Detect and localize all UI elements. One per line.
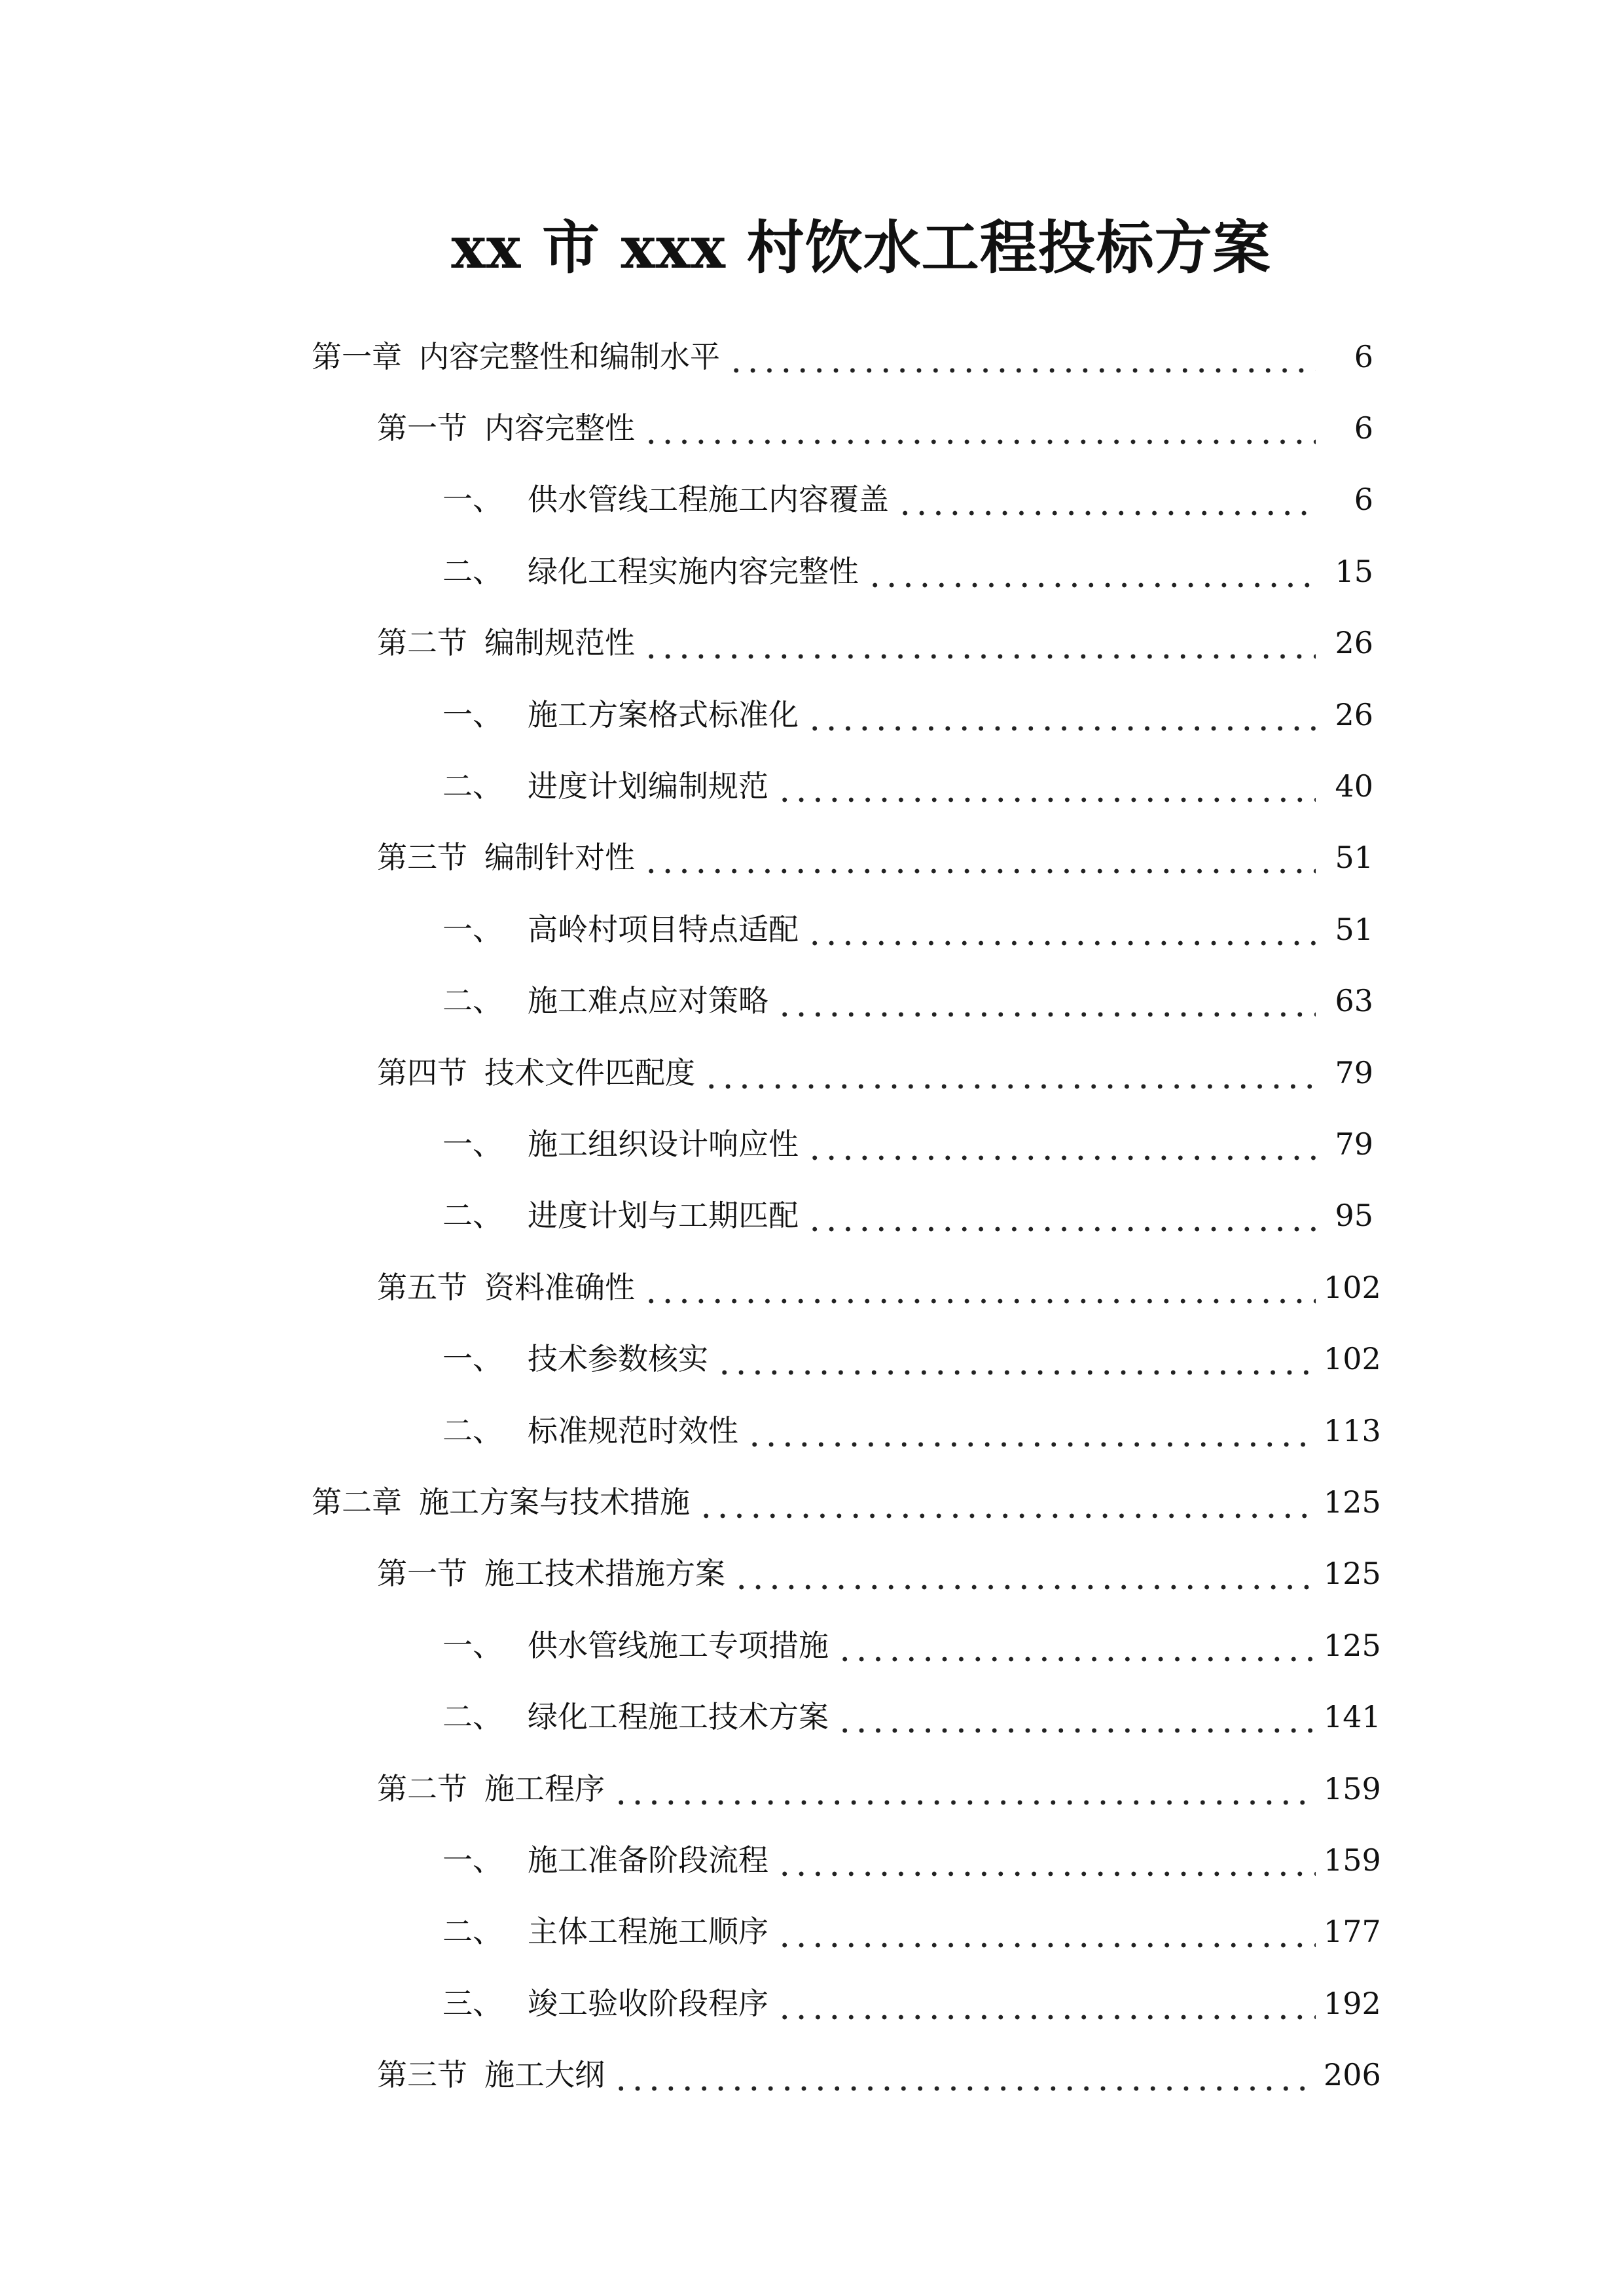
toc-entry-page: 63 <box>1335 983 1373 1019</box>
toc-entry-number: 一、 <box>442 911 503 947</box>
toc-entry-17[interactable] <box>0 1466 1624 1537</box>
toc-entry-13[interactable] <box>0 1180 1624 1251</box>
toc-dot-leader <box>806 1196 1316 1235</box>
toc-entry-title: 施工方案格式标准化 <box>528 696 799 732</box>
toc-entry-6[interactable] <box>0 679 1624 750</box>
toc-entry-9[interactable] <box>0 893 1624 965</box>
toc-entry-page: 26 <box>1335 696 1373 732</box>
toc-entry-title: 内容完整性和编制水平 <box>419 338 720 374</box>
toc-dot-leader <box>867 552 1316 591</box>
toc-entry-page: 159 <box>1324 1770 1381 1806</box>
toc-dot-leader <box>643 1268 1316 1307</box>
toc-entry-title: 内容完整性 <box>484 410 635 446</box>
toc-entry-number: 二、 <box>442 1412 503 1448</box>
toc-entry-title: 施工准备阶段流程 <box>528 1842 768 1878</box>
toc-entry-number: 二、 <box>442 1914 503 1950</box>
toc-entry-page: 125 <box>1324 1627 1381 1663</box>
toc-dot-leader <box>716 1339 1316 1378</box>
table-of-contents <box>0 321 1624 2111</box>
toc-entry-title: 编制规范性 <box>484 625 635 661</box>
toc-entry-number: 第二节 <box>377 1770 467 1806</box>
toc-dot-leader <box>703 1053 1316 1092</box>
toc-entry-title: 施工方案与技术措施 <box>419 1484 690 1520</box>
toc-entry-page: 40 <box>1335 768 1373 804</box>
toc-entry-page: 125 <box>1324 1556 1381 1592</box>
toc-entry-number: 三、 <box>442 1985 503 2021</box>
toc-entry-title: 供水管线施工专项措施 <box>528 1627 829 1663</box>
toc-dot-leader <box>643 838 1316 877</box>
toc-entry-number: 第一章 <box>312 338 402 374</box>
toc-dot-leader <box>698 1482 1316 1522</box>
toc-entry-title: 标准规范时效性 <box>528 1412 738 1448</box>
toc-entry-18[interactable] <box>0 1538 1624 1609</box>
toc-dot-leader <box>776 1984 1316 2023</box>
toc-entry-11[interactable] <box>0 1037 1624 1108</box>
toc-entry-number: 第二节 <box>377 625 467 661</box>
toc-entry-number: 二、 <box>442 553 503 589</box>
toc-entry-number: 一、 <box>442 482 503 518</box>
toc-dot-leader <box>806 1124 1316 1164</box>
toc-entry-number: 第五节 <box>377 1269 467 1305</box>
toc-entry-page: 51 <box>1335 911 1373 947</box>
toc-entry-page: 102 <box>1324 1269 1381 1305</box>
toc-entry-number: 二、 <box>442 1198 503 1234</box>
toc-entry-8[interactable] <box>0 822 1624 893</box>
toc-dot-leader <box>746 1411 1316 1450</box>
toc-entry-5[interactable] <box>0 607 1624 679</box>
toc-entry-title: 资料准确性 <box>484 1269 635 1305</box>
toc-entry-page: 26 <box>1335 625 1373 661</box>
toc-entry-number: 第三节 <box>377 840 467 876</box>
toc-entry-page: 95 <box>1335 1198 1373 1234</box>
toc-entry-2[interactable] <box>0 392 1624 463</box>
toc-entry-page: 159 <box>1324 1842 1381 1878</box>
toc-entry-title: 施工技术措施方案 <box>484 1556 725 1592</box>
toc-entry-title: 施工组织设计响应性 <box>528 1126 799 1162</box>
toc-dot-leader <box>837 1697 1316 1736</box>
toc-dot-leader <box>643 408 1316 448</box>
toc-entry-title: 技术文件匹配度 <box>484 1054 695 1090</box>
toc-entry-14[interactable] <box>0 1251 1624 1323</box>
toc-dot-leader <box>776 1912 1316 1951</box>
toc-dot-leader <box>776 1840 1316 1880</box>
toc-entry-16[interactable] <box>0 1395 1624 1466</box>
toc-entry-number: 二、 <box>442 983 503 1019</box>
toc-entry-title: 进度计划编制规范 <box>528 768 768 804</box>
toc-entry-title: 绿化工程施工技术方案 <box>528 1699 829 1735</box>
toc-dot-leader <box>643 623 1316 662</box>
toc-entry-title: 施工程序 <box>484 1770 605 1806</box>
toc-entry-21[interactable] <box>0 1753 1624 1824</box>
toc-dot-leader <box>613 2055 1316 2094</box>
toc-entry-24[interactable] <box>0 1967 1624 2039</box>
toc-entry-number: 第一节 <box>377 410 467 446</box>
toc-entry-page: 79 <box>1335 1126 1373 1162</box>
toc-entry-7[interactable] <box>0 750 1624 821</box>
toc-entry-number: 二、 <box>442 1699 503 1735</box>
toc-entry-title: 供水管线工程施工内容覆盖 <box>528 482 889 518</box>
toc-entry-12[interactable] <box>0 1108 1624 1179</box>
toc-entry-number: 第一节 <box>377 1556 467 1592</box>
toc-entry-25[interactable] <box>0 2039 1624 2110</box>
toc-entry-number: 二、 <box>442 768 503 804</box>
toc-entry-page: 102 <box>1324 1341 1381 1377</box>
toc-entry-23[interactable] <box>0 1896 1624 1967</box>
toc-entry-number: 一、 <box>442 1341 503 1377</box>
toc-entry-page: 79 <box>1335 1054 1373 1090</box>
toc-entry-10[interactable] <box>0 965 1624 1037</box>
toc-entry-page: 6 <box>1354 338 1373 374</box>
toc-entry-3[interactable] <box>0 464 1624 535</box>
toc-entry-page: 51 <box>1335 840 1373 876</box>
toc-dot-leader <box>897 480 1316 519</box>
toc-entry-number: 第二章 <box>312 1484 402 1520</box>
toc-entry-title: 进度计划与工期匹配 <box>528 1198 799 1234</box>
toc-entry-number: 一、 <box>442 1627 503 1663</box>
toc-entry-title: 高岭村项目特点适配 <box>528 911 799 947</box>
toc-entry-page: 206 <box>1324 2057 1381 2093</box>
toc-entry-1[interactable] <box>0 321 1624 392</box>
toc-entry-19[interactable] <box>0 1609 1624 1681</box>
toc-entry-number: 一、 <box>442 1126 503 1162</box>
toc-entry-page: 6 <box>1354 410 1373 446</box>
toc-dot-leader <box>837 1626 1316 1665</box>
toc-entry-number: 一、 <box>442 1842 503 1878</box>
toc-dot-leader <box>613 1769 1316 1808</box>
toc-entry-title: 绿化工程实施内容完整性 <box>528 553 859 589</box>
toc-entry-number: 第三节 <box>377 2057 467 2093</box>
toc-entry-page: 125 <box>1324 1484 1381 1520</box>
toc-entry-title: 主体工程施工顺序 <box>528 1914 768 1950</box>
toc-entry-title: 编制针对性 <box>484 840 635 876</box>
toc-entry-page: 192 <box>1324 1985 1381 2021</box>
toc-entry-page: 15 <box>1335 553 1373 589</box>
toc-entry-title: 施工大纲 <box>484 2057 605 2093</box>
toc-entry-page: 177 <box>1324 1914 1381 1950</box>
toc-dot-leader <box>806 695 1316 734</box>
toc-dot-leader <box>806 910 1316 949</box>
toc-dot-leader <box>776 981 1316 1020</box>
toc-entry-page: 141 <box>1324 1699 1381 1735</box>
toc-entry-4[interactable] <box>0 535 1624 607</box>
toc-entry-title: 施工难点应对策略 <box>528 983 768 1019</box>
toc-entry-22[interactable] <box>0 1824 1624 1895</box>
toc-entry-15[interactable] <box>0 1323 1624 1394</box>
toc-entry-number: 第四节 <box>377 1054 467 1090</box>
toc-entry-title: 技术参数核实 <box>528 1341 708 1377</box>
toc-dot-leader <box>733 1554 1316 1593</box>
toc-entry-title: 竣工验收阶段程序 <box>528 1985 768 2021</box>
toc-entry-page: 113 <box>1324 1412 1381 1448</box>
toc-entry-20[interactable] <box>0 1681 1624 1752</box>
toc-dot-leader <box>728 337 1316 376</box>
toc-dot-leader <box>776 766 1316 806</box>
toc-entry-number: 一、 <box>442 696 503 732</box>
document-title: xx 市 xxx 村饮水工程投标方案 <box>451 213 1271 281</box>
toc-entry-page: 6 <box>1354 482 1373 518</box>
